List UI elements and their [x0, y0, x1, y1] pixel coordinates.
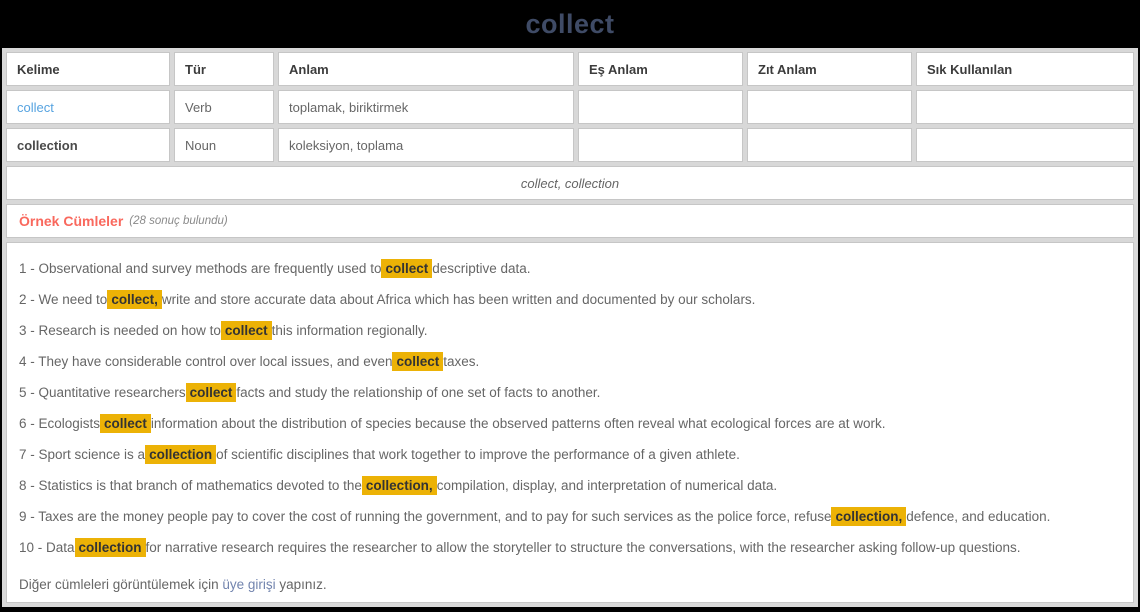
highlighted-word: collection [75, 538, 146, 557]
word-type-cell: Verb [174, 90, 274, 124]
table-row [6, 90, 170, 124]
sentence-text: 4 - They have considerable control over local issues, and even [19, 354, 393, 369]
login-note-text: yapınız. [275, 577, 327, 592]
login-note-text: Diğer cümleleri görüntülemek için [19, 577, 223, 592]
example-sentence-6 [19, 408, 1121, 439]
example-sentence-9 [19, 501, 1121, 532]
sentence-text: taxes. [443, 354, 480, 369]
top-title-bar [0, 0, 1140, 48]
highlighted-word: collection, [831, 507, 906, 526]
example-sentence-5 [19, 377, 1121, 408]
content-area [2, 48, 1138, 607]
example-sentence-8 [19, 470, 1121, 501]
examples-heading: Örnek Cümleler [19, 213, 124, 229]
highlighted-word: collect [221, 321, 272, 340]
example-sentence-1 [19, 253, 1121, 284]
sentence-text: write and store accurate data about Africa which has been written and documented by our scholars. [161, 292, 756, 307]
example-sentence-7 [19, 439, 1121, 470]
sentence-text: information about the distribution of species because the observed patterns often reveal what ecological forces are at work. [150, 416, 886, 431]
sentence-text: 3 - Research is needed on how to [19, 323, 221, 338]
synonym-cell [578, 90, 743, 124]
example-sentence-10 [19, 532, 1121, 563]
sentence-text: facts and study the relationship of one set of facts to another. [236, 385, 601, 400]
column-header-tur: Tür [174, 52, 274, 86]
highlighted-word: collection, [362, 476, 437, 495]
sentence-text: compilation, display, and interpretation of numerical data. [436, 478, 778, 493]
highlighted-word: collect [392, 352, 443, 371]
examples-result-count: (28 sonuç bulundu) [129, 215, 228, 227]
column-header-sik-kullanilan: Sık Kullanılan [916, 52, 1134, 86]
sentence-text: descriptive data. [432, 261, 531, 276]
column-header-kelime: Kelime [6, 52, 170, 86]
sentence-text: 1 - Observational and survey methods are frequently used to [19, 261, 382, 276]
antonym-cell [747, 90, 912, 124]
sentence-text: this information regionally. [271, 323, 428, 338]
sentence-text: 8 - Statistics is that branch of mathematics devoted to the [19, 478, 362, 493]
meaning-cell: toplamak, biriktirmek [278, 90, 574, 124]
antonym-cell [747, 128, 912, 162]
example-sentence-2 [19, 284, 1121, 315]
member-login-link[interactable]: üye girişi [222, 577, 276, 592]
sentence-text: defence, and education. [906, 509, 1051, 524]
sentence-text: 5 - Quantitative researchers [19, 385, 186, 400]
highlighted-word: collection [145, 445, 216, 464]
synonym-cell [578, 128, 743, 162]
column-header-anlam: Anlam [278, 52, 574, 86]
meaning-cell: koleksiyon, toplama [278, 128, 574, 162]
word-table [6, 52, 1134, 162]
related-words-row [6, 166, 1134, 200]
example-sentences-box [6, 242, 1134, 603]
frequency-cell [916, 90, 1134, 124]
column-header-zit-anlam: Zıt Anlam [747, 52, 912, 86]
sentence-text: 6 - Ecologists [19, 416, 101, 431]
sentence-text: 7 - Sport science is a [19, 447, 146, 462]
sentence-text: 2 - We need to [19, 292, 108, 307]
highlighted-word: collect [186, 383, 237, 402]
example-sentence-4 [19, 346, 1121, 377]
member-login-note [19, 577, 1121, 592]
word-link-collect[interactable]: collect [17, 99, 54, 115]
table-row [6, 128, 170, 162]
sentence-text: for narrative research requires the researcher to allow the storyteller to structure the conversations, with the researcher asking follow-up questions. [145, 540, 1021, 555]
highlighted-word: collect [100, 414, 151, 433]
examples-header-row [6, 204, 1134, 238]
word-type-cell: Noun [174, 128, 274, 162]
word-link-collection[interactable]: collection [17, 137, 78, 153]
highlighted-word: collect, [107, 290, 162, 309]
sentence-text: 10 - Data [19, 540, 75, 555]
column-header-es-anlam: Eş Anlam [578, 52, 743, 86]
sentence-text: 9 - Taxes are the money people pay to cover the cost of running the government, and to pay for such services as the police force, refuse [19, 509, 832, 524]
related-words: collect, collection [520, 175, 620, 191]
example-sentence-3 [19, 315, 1121, 346]
highlighted-word: collect [381, 259, 432, 278]
sentence-text: of scientific disciplines that work together to improve the performance of a given athlete. [216, 447, 740, 462]
frequency-cell [916, 128, 1134, 162]
page-title: collect [525, 8, 615, 39]
